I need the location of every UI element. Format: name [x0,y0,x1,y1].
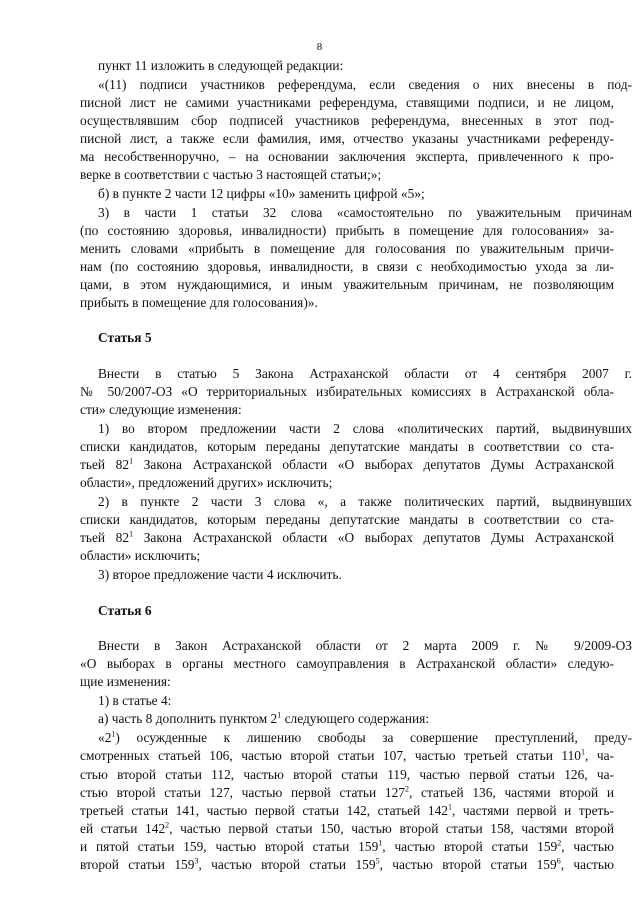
superscript: 1 [129,529,134,539]
text-run: пункт 11 изложить в следующей редакции: [98,58,344,73]
text-line [80,656,614,672]
text-run: Закона Астраханской области «О выборах депутатов Думы Астраханской [133,457,614,472]
text-run: щие изменения: [80,674,171,689]
text-line [98,421,632,437]
text-line [98,366,632,382]
text-run: менить словами «прибыть в помещение для голосования по уважительным причи- [80,241,614,256]
text-run: сти» следующие изменения: [80,402,242,417]
text-line [98,58,343,74]
superscript: 6 [556,856,561,866]
text-run: , частью второй статьи 159 [379,857,557,872]
section-heading [98,330,152,346]
text-run: 2) в пункте 2 части 3 слова «, а также политических партий, выдвинувших [98,494,632,509]
superscript: 1 [129,456,134,466]
text-run: ма несобственноручно, – на основании заключения эксперта, привлеченного к про- [80,149,614,164]
text-run: 1) в статье 4: [98,693,172,708]
text-line [98,186,425,202]
text-run: Внести в статью 5 Закона Астраханской области от 4 сентября 2007 г. [98,366,632,381]
text-run: второй статьи 159 [80,857,195,872]
text-run: 3) в части 1 статьи 32 слова «самостоятельно по уважительным причинам [98,205,632,220]
superscript: 2 [165,820,170,830]
superscript: 3 [194,856,199,866]
text-line [98,730,632,746]
text-run: стью второй статьи 112, частью второй статьи 119, частью первой статьи 126, ча- [80,767,614,782]
text-line [98,711,429,727]
text-run: б) в пункте 2 части 12 цифры «10» заменить цифрой «5»; [98,186,425,201]
text-line [80,530,614,546]
text-line [98,205,632,221]
text-run: 3) второе предложение части 4 исключить. [98,567,342,582]
text-line [80,295,318,311]
text-run: а) часть 8 дополнить пунктом 2 [98,711,278,726]
text-run: Статья 5 [98,330,152,345]
superscript: 1 [378,838,383,848]
text-line [80,512,614,528]
text-line [80,131,614,147]
text-line [80,241,614,257]
text-line [80,277,614,293]
text-run: , частью [561,839,615,854]
text-run: тьей 82 [80,530,130,545]
text-run: № 50/2007-ОЗ «О территориальных избирательных комиссиях в Астраханской обла- [80,384,614,399]
text-run: «(11) подписи участников референдума, если сведения о них внесены в под- [98,77,632,92]
text-line [80,259,614,275]
text-run: Закона Астраханской области «О выборах депутатов Думы Астраханской [133,530,614,545]
text-run: , частью первой статьи 150, частью второй статьи 158, частями второй [169,821,614,836]
text-line [80,748,614,764]
text-run: (по состоянию здоровья, инвалидности) прибыть в помещение для голосования» за- [80,223,614,238]
text-run: , частью второй статьи 159 [382,839,558,854]
text-line [80,149,614,165]
text-run: «О выборах в органы местного самоуправления в Астраханской области» следую- [80,656,614,671]
text-run: писной лист, а также если фамилия, имя, отчество указаны участниками референду- [80,131,614,146]
superscript: 1 [277,710,282,720]
page-number: 8 [316,41,323,53]
text-run: , частями первой и треть- [451,803,614,818]
text-run: , статьей 136, частями второй и [408,785,614,800]
text-line [80,767,614,783]
text-line [98,638,632,654]
text-line [98,77,632,93]
text-line [80,402,242,418]
text-line [80,95,614,111]
text-run: ей статьи 142 [80,821,166,836]
text-line [80,113,614,129]
text-run: списки кандидатов, которым переданы депутатские мандаты в соответствии со ста- [80,439,614,454]
superscript: 1 [581,747,585,757]
text-run: тьей 82 [80,457,130,472]
superscript: 2 [404,784,409,794]
text-run: , частью второй статьи 159 [198,857,376,872]
text-run: прибыть в помещение для голосования)». [80,295,318,310]
text-line [98,693,171,709]
text-run: следующего содержания: [281,711,430,726]
text-line [80,803,614,819]
text-run: и пятой статьи 159, частью второй статьи 159 [80,839,379,854]
text-run: «2 [98,730,112,745]
text-run: стью второй статьи 127, частью первой статьи 127 [80,785,405,800]
text-run: нам (по состоянию здоровья, инвалидности, в связи с необходимостью ухода за ли- [80,259,614,274]
text-run: Внести в Закон Астраханской области от 2 марта 2009 г. № 9/2009-ОЗ [98,638,632,653]
section-heading [98,603,152,619]
text-line [80,674,171,690]
text-run: цами, в этом нуждающимися, и иным уважительным причинам, не позволяющим [80,277,614,292]
text-run: списки кандидатов, которым переданы депутатские мандаты в соответствии со ста- [80,512,614,527]
text-run: ) осужденные к лишению свободы за совершение преступлений, преду- [115,730,632,745]
text-run: , частью [560,857,614,872]
text-line [98,567,342,583]
text-line [80,223,614,239]
superscript: 5 [375,856,380,866]
text-run: третьей статьи 141, частью первой статьи 142, статьей 142 [80,803,448,818]
text-line [80,475,332,491]
text-run: верке в соответствии с частью 3 настоящей статьи;»; [80,167,382,182]
text-line [80,785,614,801]
text-run: смотренных статьей 106, частью второй статьи 107, частью третьей статьи 110 [80,748,581,763]
text-run: , ча- [585,748,614,763]
text-line [80,439,614,455]
superscript: 2 [557,838,562,848]
text-run: области» исключить; [80,548,201,563]
text-line [80,384,614,400]
text-run: Статья 6 [98,603,152,618]
text-line [80,457,614,473]
text-run: области», предложений других» исключить; [80,475,333,490]
superscript: 1 [111,729,116,739]
text-run: писной лист не самими участниками референдума, ставящими подписи, и не лицом, [80,95,614,110]
text-run: осуществлявшим сбор подписей участников референдума, внесенных в этот под- [80,113,614,128]
text-line [98,494,632,510]
text-line [80,857,614,873]
text-line [80,821,614,837]
text-line [80,548,200,564]
superscript: 1 [447,802,452,812]
text-line [80,167,381,183]
text-run: 1) во втором предложении части 2 слова «политических партий, выдвинувших [98,421,632,436]
text-line [80,839,614,855]
